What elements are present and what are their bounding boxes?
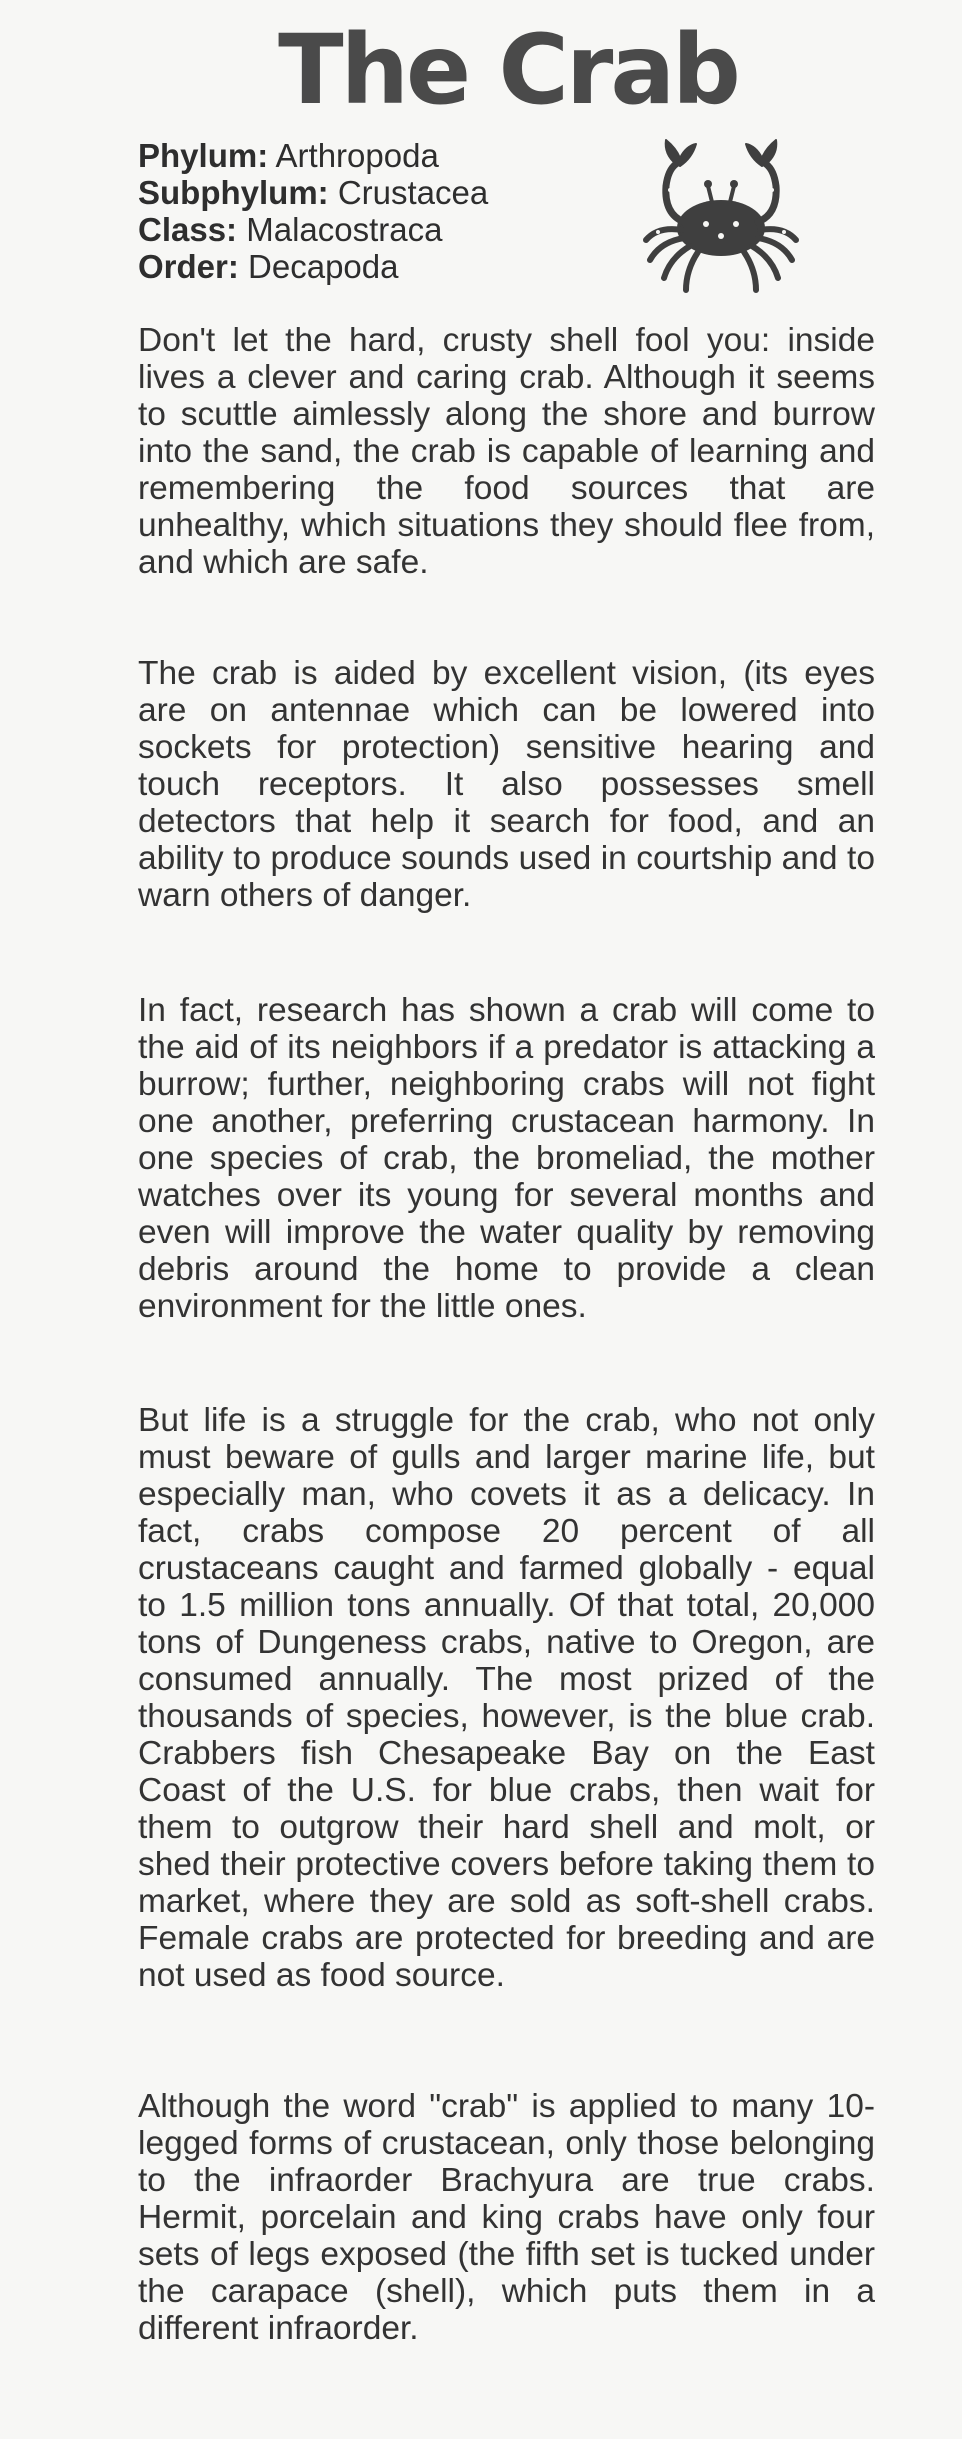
taxonomy-row-phylum — [138, 137, 488, 174]
taxonomy-row-subphylum — [138, 174, 488, 211]
crab-icon — [636, 130, 806, 298]
taxonomy-label: Order: — [138, 248, 239, 285]
taxonomy-value: Arthropoda — [268, 137, 439, 174]
taxonomy-value: Malacostraca — [237, 211, 443, 248]
paragraph-intro: Don't let the hard, crusty shell fool you: inside lives a clever and caring crab. Although it seems to scuttle aimlessly along the shore and burrow into the sand, the crab is capable of learning and remembering the food sources that are unhealthy, which situations they should flee from, and which are safe. — [138, 322, 875, 581]
taxonomy-label: Class: — [138, 211, 238, 248]
taxonomy-value: Crustacea — [328, 174, 489, 211]
taxonomy-label: Subphylum: — [138, 174, 329, 211]
taxonomy-value: Decapoda — [238, 248, 399, 285]
taxonomy-row-order — [138, 248, 488, 285]
taxonomy-row-class — [138, 211, 488, 248]
paragraph-harvest: But life is a struggle for the crab, who not only must beware of gulls and larger marine life, but especially man, who covets it as a delicacy. In fact, crabs compose 20 percent of all crustaceans caught and farmed globally - equal to 1.5 million tons annually. Of that total, 20,000 tons of Dungeness crabs, native to Oregon, are consumed annually. The most prized of the thousands of species, however, is the blue crab. Crabbers fish Chesapeake Bay on the East Coast of the U.S. for blue crabs, then wait for them to outgrow their hard shell and molt, or shed their protective covers before taking them to market, where they are sold as soft-shell crabs. Female crabs are protected for breeding and are not used as food source. — [138, 1402, 875, 1994]
paragraph-behavior: In fact, research has shown a crab will come to the aid of its neighbors if a predator is attacking a burrow; further, neighboring crabs will not fight one another, preferring crustacean harmony. In one species of crab, the bromeliad, the mother watches over its young for several months and even will improve the water quality by removing debris around the home to provide a clean environment for the little ones. — [138, 992, 875, 1325]
page-title: The Crab — [278, 14, 738, 126]
paragraph-classification: Although the word "crab" is applied to many 10-legged forms of crustacean, only those belonging to the infraorder Brachyura are true crabs. Hermit, porcelain and king crabs have only four sets of legs exposed (the fifth set is tucked under the carapace (shell), which puts them in a different infraorder. — [138, 2088, 875, 2347]
taxonomy-label: Phylum: — [138, 137, 269, 174]
paragraph-senses: The crab is aided by excellent vision, (its eyes are on antennae which can be lowered into sockets for protection) sensitive hearing and touch receptors. It also possesses smell detectors that help it search for food, and an ability to produce sounds used in courtship and to warn others of danger. — [138, 655, 875, 914]
taxonomy-block — [138, 137, 488, 285]
